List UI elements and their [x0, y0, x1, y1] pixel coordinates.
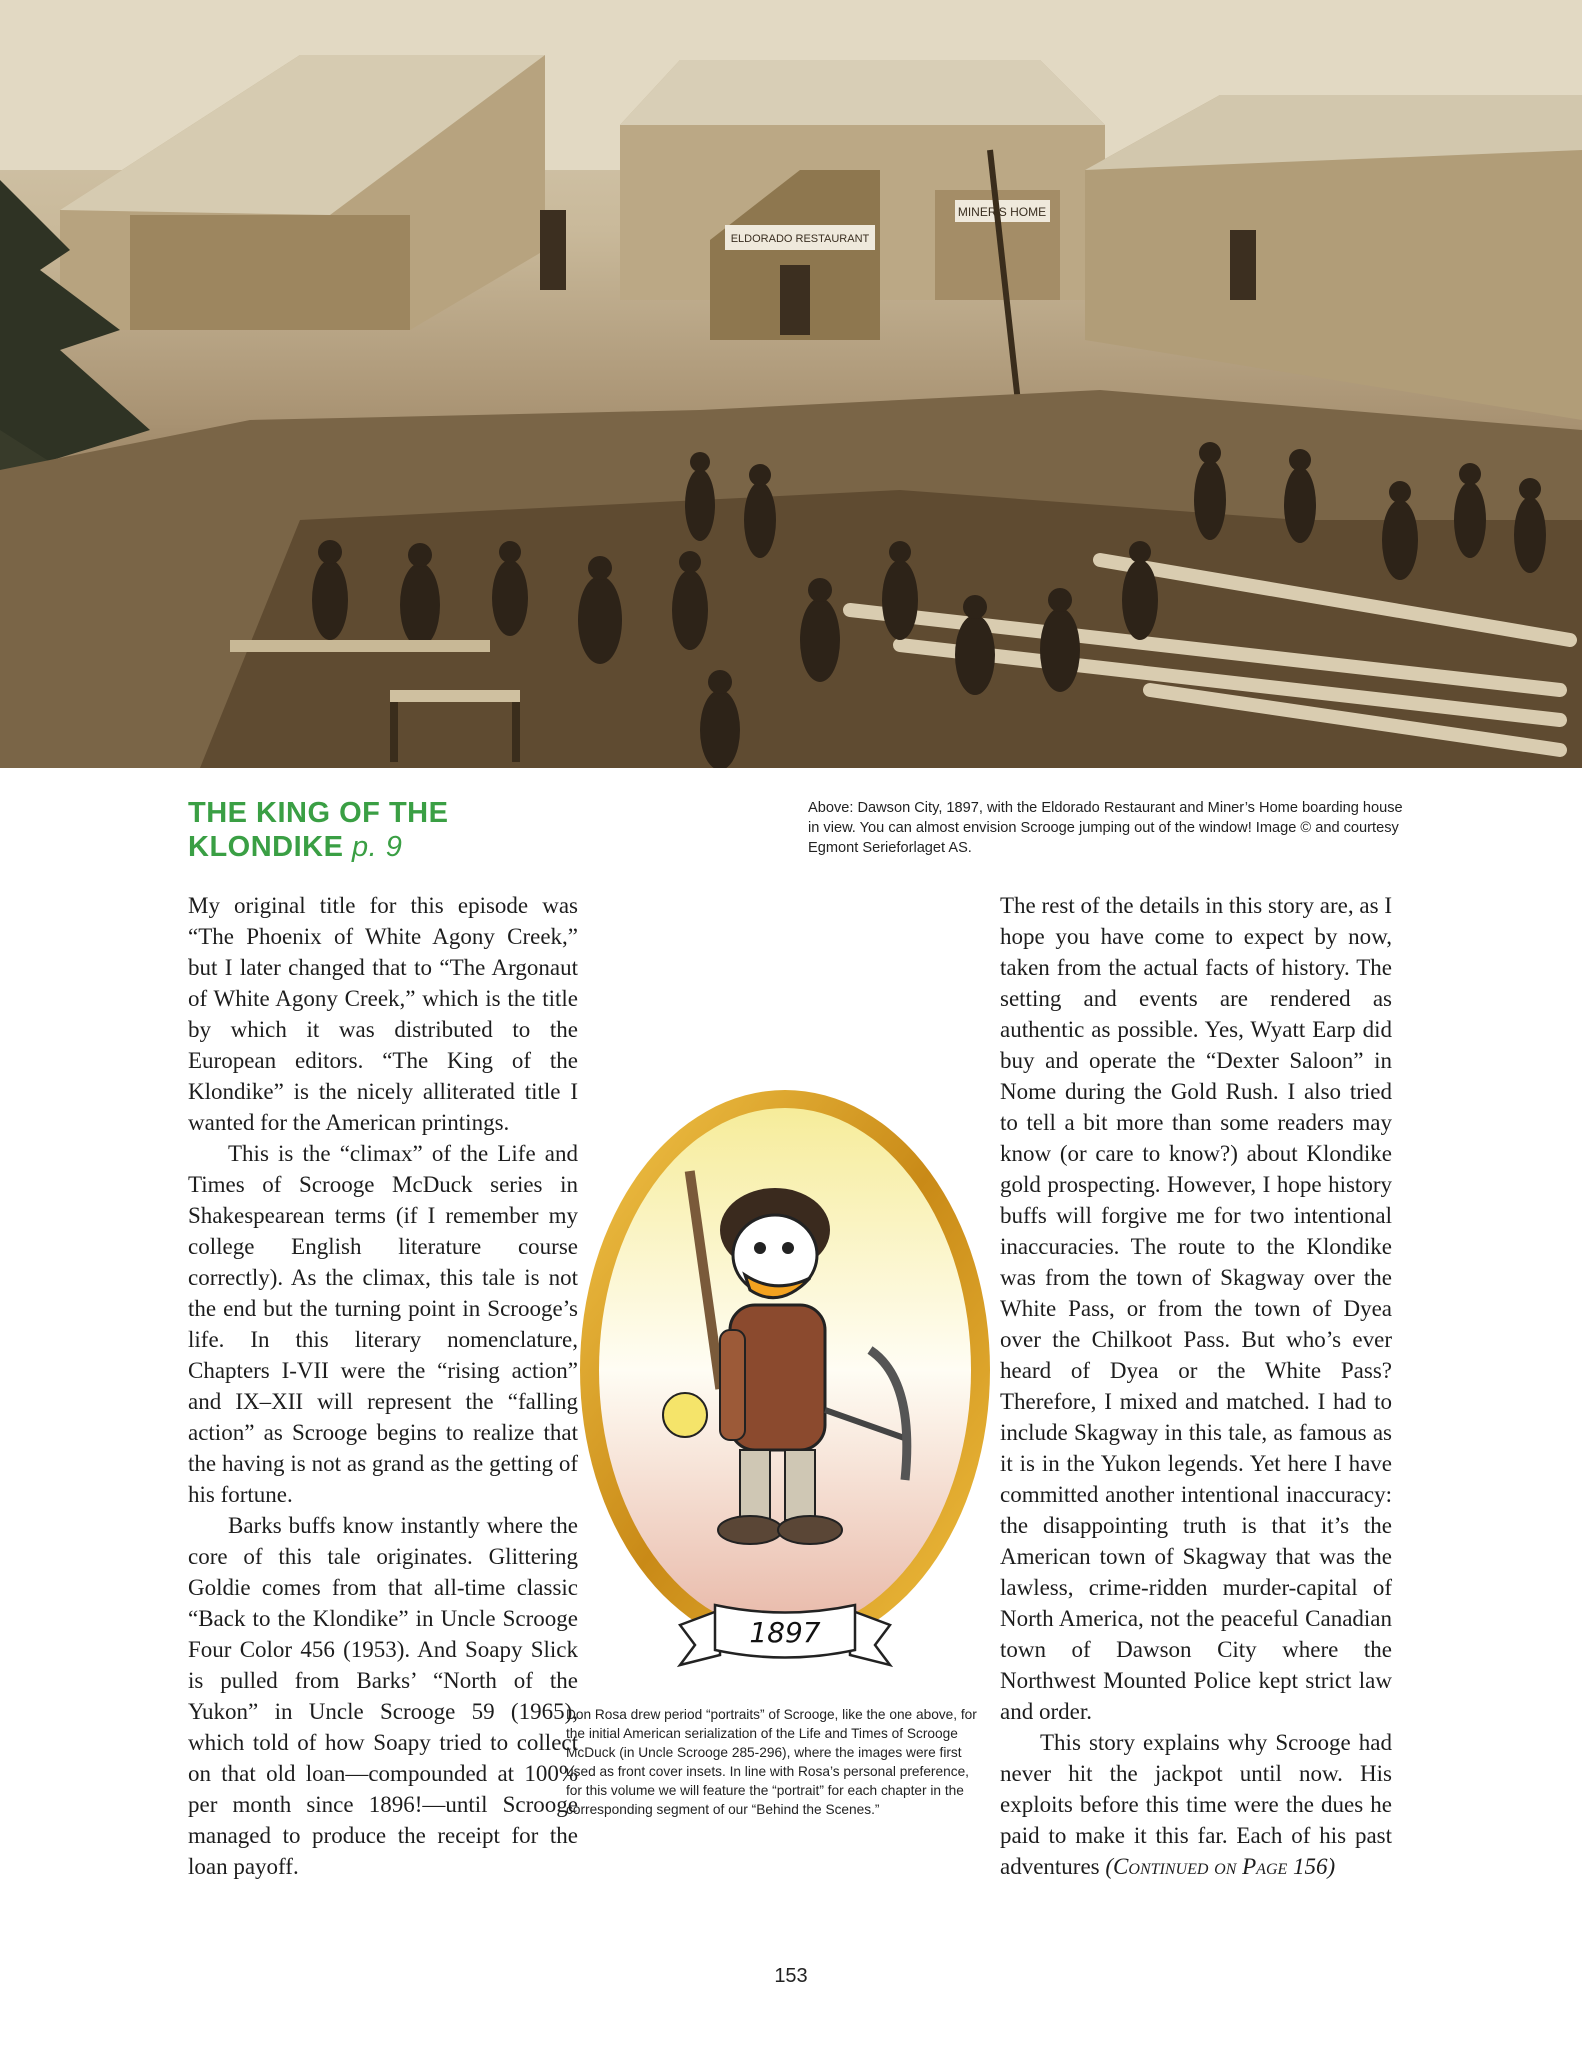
eldorado-restaurant-sign: ELDORADO RESTAURANT — [730, 233, 870, 245]
right-paragraph-2 — [1000, 1727, 1392, 1882]
medallion-caption: Don Rosa drew period “portraits” of Scrooge, like the one above, for the initial American serialization of the Life and Times of Scrooge McDuck (in Uncle Scrooge 285-296), where the images were first used as front cover insets. In line with Rosa’s personal preference, for this volume we will feature the “portrait” for each chapter in the corresponding segment of our “Behind the Scenes.” — [566, 1707, 977, 1817]
photo-illustration — [0, 0, 1582, 768]
section-title — [188, 796, 548, 864]
right-paragraph-2-text: This story explains why Scrooge had never hit the jackpot until now. His exploits before this time were the dues he paid to make it this far. Each of his past adventures — [1000, 1730, 1392, 1879]
dawson-city-photo — [0, 0, 1582, 768]
miners-home-sign: MINER'S HOME — [957, 205, 1047, 219]
section-title-page-ref: p. 9 — [352, 831, 403, 863]
continued-note: (Continued on Page 156) — [1105, 1854, 1336, 1879]
right-paragraph-1: The rest of the details in this story are, as I hope you have come to expect by now, taken from the actual facts of history. The setting and events are rendered as authentic as possible. Yes, Wyatt Earp did buy and operate the “Dexter Saloon” in Nome during the Gold Rush. I also tried to tell a bit more than some readers may know (or care to know?) about Klondike gold prospecting. However, I hope history buffs will forgive me for two intentional inaccuracies. The route to the Klondike was from the town of Skagway over the White Pass, or from the town of Dyea over the Chilkoot Pass. But who’s ever heard of Dyea or the White Pass? Therefore, I mixed and matched. I had to include Skagway in this tale, as famous as it is in the Yukon legends. Yet here I have committed another intentional inaccuracy: the disappointing truth is that it’s the American town of Skagway that was the lawless, crime-ridden murder-capital of North America, not the peaceful Canadian town of Dawson City where the Northwest Mounted Police kept strict law and order. — [1000, 893, 1392, 1724]
left-paragraph-1: My original title for this episode was “The Phoenix of White Agony Creek,” but I later changed that to “The Argonaut of White Agony Creek,” which is the title by which it was distributed to the European editors. “The King of the Klondike” is the nicely alliterated title I wanted for the American printings. — [188, 893, 578, 1135]
scrooge-portrait-medallion — [570, 1080, 1000, 1680]
medallion-illustration — [570, 1080, 1000, 1680]
left-column — [188, 890, 578, 1882]
left-paragraph-3: Barks buffs know instantly where the core of this tale originates. Glittering Goldie comes from that all-time classic “Back to the Klondike” in Uncle Scrooge Four Color 456 (1953). And Soapy Slick is pulled from Barks’ “North of the Yukon” in Uncle Scrooge 59 (1965), which told of how Soapy tried to collect on that old loan—compounded at 100% per month since 1896!—until Scrooge managed to produce the receipt for the loan payoff. — [188, 1513, 578, 1879]
section-title-main: THE KING OF THE KLONDIKE — [188, 797, 449, 863]
photo-caption: Above: Dawson City, 1897, with the Eldorado Restaurant and Miner’s Home boarding house in view. You can almost envision Scrooge jumping out of the window! Image © and courtesy Egmont Serieforlaget AS. — [808, 800, 1403, 856]
right-column — [1000, 890, 1392, 1882]
left-paragraph-2: This is the “climax” of the Life and Times of Scrooge McDuck series in Shakespearean terms (if I remember my college English literature course correctly). As the climax, this tale is not the end but the turning point in Scrooge’s life. In this literary nomenclature, Chapters I-VII were the “rising action” and IX–XII will represent the “falling action” as Scrooge begins to realize that the having is not as grand as the getting of his fortune. — [188, 1141, 578, 1507]
page-number: 153 — [774, 1965, 808, 1987]
medallion-year: 1897 — [749, 1616, 821, 1649]
